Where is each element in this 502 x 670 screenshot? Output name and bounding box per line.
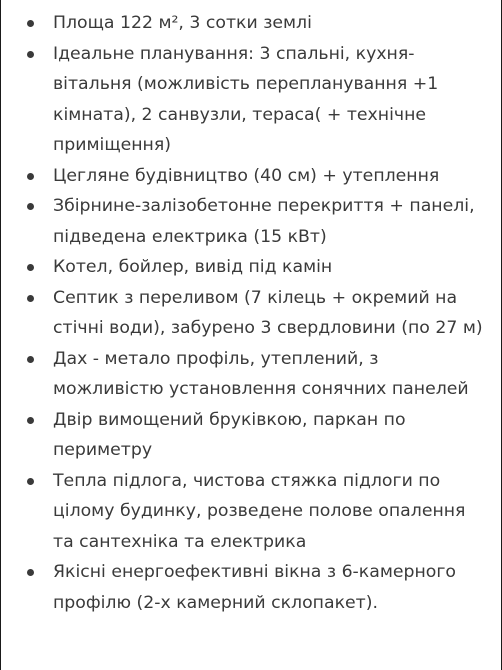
bullet-icon (27, 20, 34, 27)
bullet-icon (27, 356, 34, 363)
list-item-text: Збірнине-залізобетонне перекриття + панелі, підведена електрика (15 кВт) (53, 196, 475, 247)
list-item (21, 557, 491, 618)
bullet-icon (27, 417, 34, 424)
list-item (21, 466, 491, 558)
list-item-text: Якісні енергоефективні вікна з 6-камерного профілю (2-х камерний склопакет). (53, 562, 456, 613)
list-item (21, 405, 491, 466)
list-item (21, 8, 491, 39)
list-item (21, 252, 491, 283)
bullet-icon (27, 203, 34, 210)
bullet-icon (27, 569, 34, 576)
list-item-text: Котел, бойлер, вивід під камін (53, 257, 333, 277)
list-item-text: Септик з переливом (7 кілець + окремий на стічні води), забурено 3 свердловини (по 27 м) (53, 287, 483, 338)
list-item-text: Площа 122 м², 3 сотки землі (53, 13, 312, 33)
list-item-text: Ідеальне планування: 3 спальні, кухня-вітальня (можливість перепланування +1 кімната), 2 санвузли, тераса( + технічне приміщення) (53, 43, 439, 155)
bullet-icon (27, 51, 34, 58)
list-item (21, 283, 491, 344)
bullet-icon (27, 173, 34, 180)
list-item (21, 39, 491, 161)
features-list (1, 0, 501, 618)
list-item (21, 344, 491, 405)
list-item-text: Дах - метало профіль, утеплений, з можливістю установлення сонячних панелей (53, 348, 469, 399)
list-item (21, 161, 491, 192)
list-item-text: Двір вимощений бруківкою, паркан по периметру (53, 409, 406, 460)
list-item-text: Тепла підлога, чистова стяжка підлоги по цілому будинку, розведене полове опалення та сантехніка та електрика (53, 470, 466, 552)
bullet-icon (27, 295, 34, 302)
list-item (21, 191, 491, 252)
bullet-icon (27, 478, 34, 485)
bullet-icon (27, 264, 34, 271)
list-item-text: Цегляне будівництво (40 см) + утеплення (53, 165, 440, 186)
